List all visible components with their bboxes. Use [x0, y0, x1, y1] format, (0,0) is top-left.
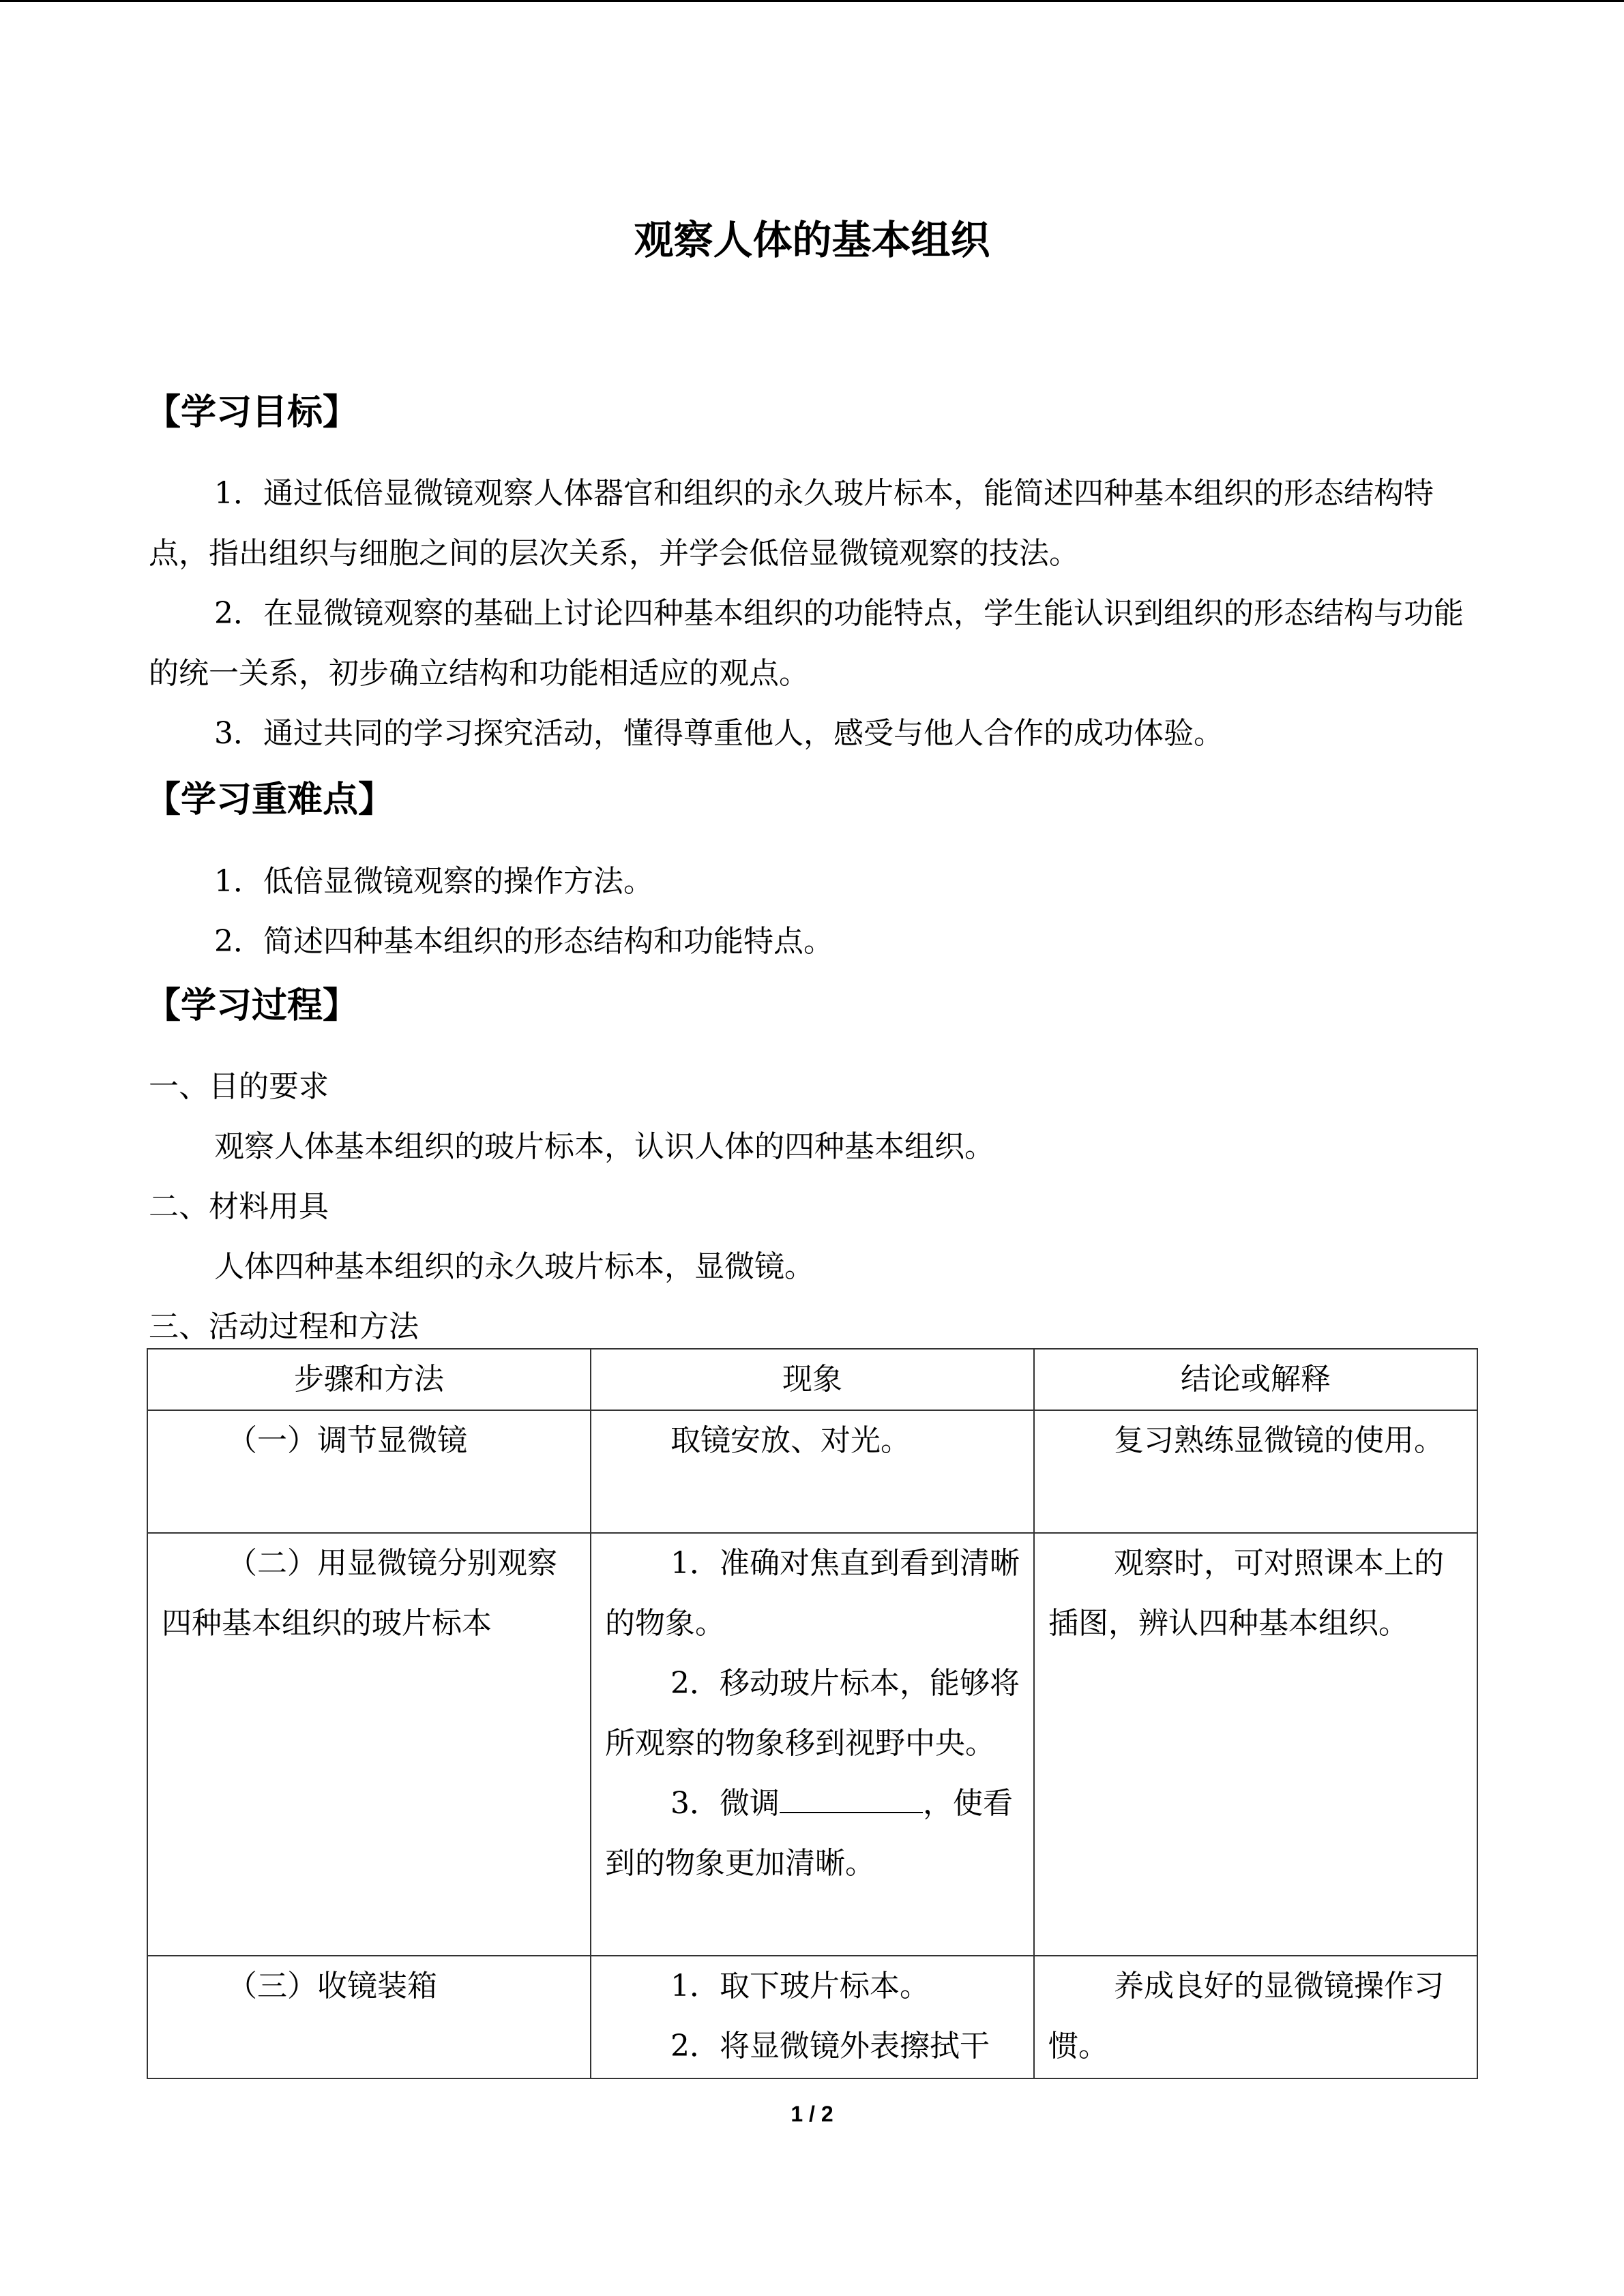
conclusion-cell [1034, 1533, 1477, 1956]
table-row [147, 1533, 1477, 1956]
conclusion-cell [1034, 1410, 1477, 1533]
table-row [147, 1410, 1477, 1533]
keypoint-1: 1．低倍显微镜观察的操作方法。 [214, 864, 653, 899]
step-text: （一）调节显微镜 [227, 1423, 467, 1458]
conclusion-cell [1034, 1956, 1477, 2078]
phenomenon-text: 取镜安放、对光。 [670, 1423, 911, 1458]
phenomenon-cell [591, 1410, 1034, 1533]
step-cell [147, 1533, 591, 1956]
step-cell [147, 1410, 591, 1533]
section-2-text: 人体四种基本组织的永久玻片标本，显微镜。 [214, 1249, 814, 1284]
process-heading: 【学习过程】 [145, 985, 359, 1026]
step-cell [147, 1956, 591, 2078]
section-3-title: 三、活动过程和方法 [149, 1309, 419, 1344]
header-phenomenon: 现象 [591, 1349, 1034, 1410]
page-number: 1 / 2 [791, 2102, 833, 2126]
phenomenon-item-1: 1．准确对焦直到看到清晰的物象。 [605, 1546, 1020, 1641]
section-1-title: 一、目的要求 [149, 1069, 329, 1104]
fill-in-blank [780, 1776, 923, 1813]
keypoint-2: 2．简述四种基本组织的形态结构和功能特点。 [214, 924, 833, 959]
section-2-title: 二、材料用具 [149, 1189, 329, 1224]
conclusion-text: 观察时，可对照课本上的插图，辨认四种基本组织。 [1048, 1546, 1444, 1641]
phenomenon-item-2: 2．将显微镜外表擦拭干 [670, 2029, 990, 2063]
header-steps: 步骤和方法 [147, 1349, 591, 1410]
objective-3: 3．通过共同的学习探究活动，懂得尊重他人，感受与他人合作的成功体验。 [214, 716, 1224, 751]
phenomenon-cell [591, 1956, 1034, 2078]
keypoints-heading: 【学习重难点】 [145, 779, 394, 820]
step-text: （三）收镜装箱 [227, 1969, 437, 2003]
activity-table [147, 1348, 1478, 2079]
objective-1: 1．通过低倍显微镜观察人体器官和组织的永久玻片标本，能简述四种基本组织的形态结构特点，指出组织与细胞之间的层次关系，并学会低倍显微镜观察的技法。 [149, 476, 1434, 571]
phenomenon-cell [591, 1533, 1034, 1956]
conclusion-text: 养成良好的显微镜操作习惯。 [1048, 1969, 1444, 2063]
table-header-row [147, 1349, 1477, 1410]
phenomenon-item-1: 1．取下玻片标本。 [670, 1969, 930, 2003]
phenomenon-item-3 [605, 1774, 1020, 1894]
phenomenon-item-2: 2．移动玻片标本，能够将所观察的物象移到视野中央。 [605, 1666, 1020, 1761]
top-border-line [0, 0, 1624, 2]
objective-2: 2．在显微镜观察的基础上讨论四种基本组织的功能特点，学生能认识到组织的形态结构与功能的统一关系，初步确立结构和功能相适应的观点。 [149, 596, 1464, 691]
conclusion-text: 复习熟练显微镜的使用。 [1114, 1423, 1444, 1458]
table-row [147, 1956, 1477, 2078]
objectives-heading: 【学习目标】 [145, 391, 359, 433]
step-text: （二）用显微镜分别观察四种基本组织的玻片标本 [162, 1546, 557, 1641]
phenomenon-item-3-end: ，使看到的物象更加清晰。 [605, 1786, 1013, 1881]
document-title: 观察人体的基本组织 [634, 217, 990, 263]
phenomenon-item-3-start: 3．微调 [670, 1786, 780, 1821]
section-1-text: 观察人体基本组织的玻片标本，认识人体的四种基本组织。 [214, 1129, 994, 1164]
header-conclusion: 结论或解释 [1034, 1349, 1477, 1410]
